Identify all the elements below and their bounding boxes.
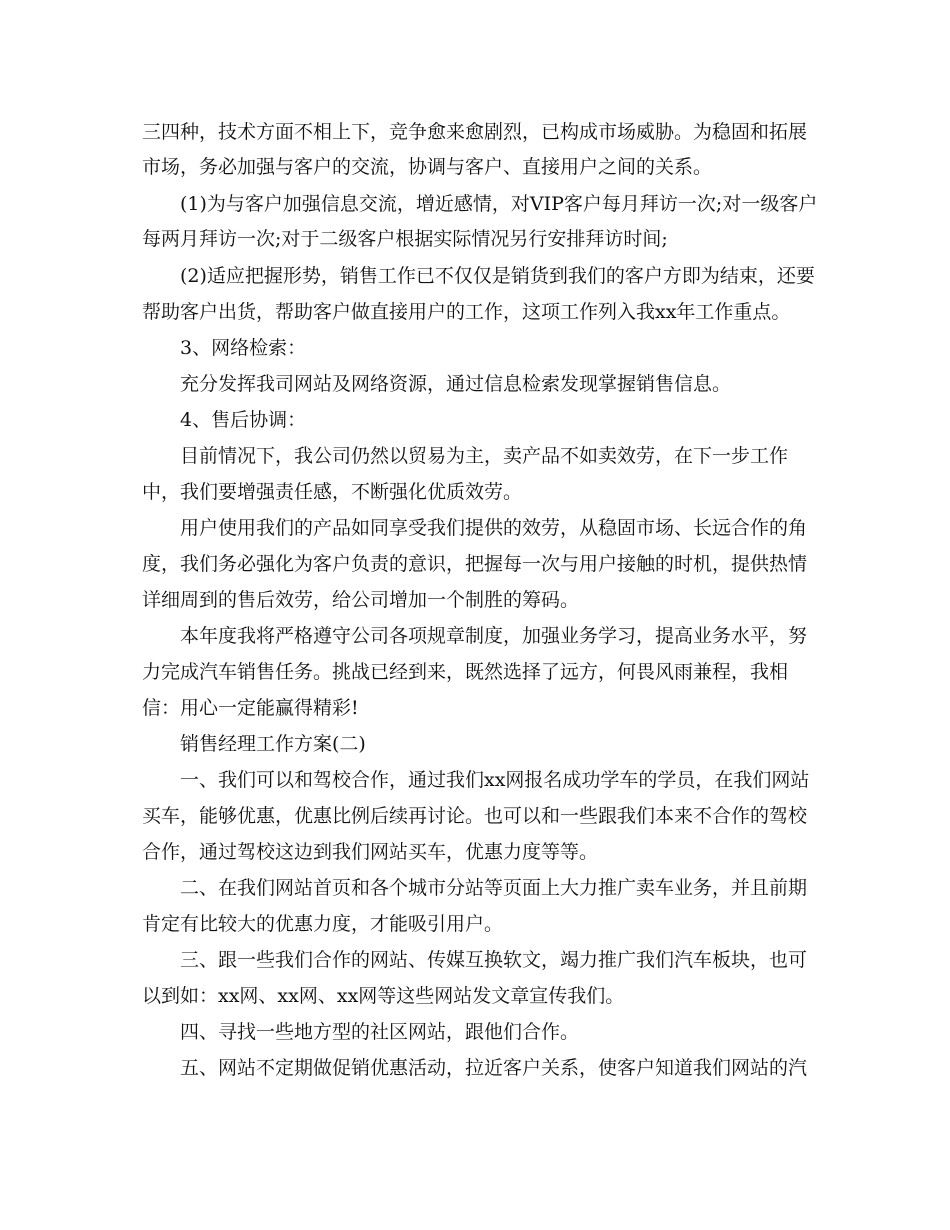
text-line: 合作，通过驾校这边到我们网站买车，优惠力度等等。 (142, 841, 599, 863)
text-line: 信：用心一定能赢得精彩! (142, 697, 359, 719)
text-line: 帮助客户出货，帮助客户做直接用户的工作，这项工作列入我xx年工作重点。 (142, 301, 791, 323)
text-line: 用户使用我们的产品如同享受我们提供的效劳，从稳固市场、长远合作的角 (180, 517, 808, 539)
text-line: 一、我们可以和驾校合作，通过我们xx网报名成功学车的学员，在我们网站 (180, 769, 810, 791)
text-line: 中，我们要增强责任感，不断强化优质效劳。 (142, 481, 523, 503)
text-line: 二、在我们网站首页和各个城市分站等页面上大力推广卖车业务，并且前期 (180, 877, 808, 899)
text-line: (2)适应把握形势，销售工作已不仅仅是销货到我们的客户方即为结束，还要 (180, 265, 815, 287)
text-line: 力完成汽车销售任务。挑战已经到来，既然选择了远方，何畏风雨兼程，我相 (142, 661, 789, 683)
text-line: 肯定有比较大的优惠力度，才能吸引用户。 (142, 913, 504, 935)
text-line: 四、寻找一些地方型的社区网站，跟他们合作。 (180, 1021, 580, 1043)
text-line: 三四种，技术方面不相上下，竞争愈来愈剧烈，已构成市场威胁。为稳固和拓展 (142, 121, 808, 143)
text-line: 充分发挥我司网站及网络资源，通过信息检索发现掌握销售信息。 (180, 373, 732, 395)
text-line: 市场，务必加强与客户的交流，协调与客户、直接用户之间的关系。 (142, 156, 713, 178)
text-line: 以到如：xx网、xx网、xx网等这些网站发文章宣传我们。 (142, 985, 625, 1007)
text-line: 详细周到的售后效劳，给公司增加一个制胜的筹码。 (142, 589, 580, 611)
text-line: 本年度我将严格遵守公司各项规章制度，加强业务学习，提高业务水平，努 (180, 625, 808, 647)
text-line: 五、网站不定期做促销优惠活动，拉近客户关系，使客户知道我们网站的汽 (180, 1057, 808, 1079)
text-line: 目前情况下，我公司仍然以贸易为主，卖产品不如卖效劳，在下一步工作 (180, 445, 789, 467)
text-line: 三、跟一些我们合作的网站、传媒互换软文，竭力推广我们汽车板块，也可 (180, 949, 808, 971)
text-line: 每两月拜访一次;对于二级客户根据实际情况另行安排拜访时间; (142, 228, 668, 250)
text-line: 3、网络检索： (180, 337, 307, 359)
text-line: (1)为与客户加强信息交流，增近感情，对VIP客户每月拜访一次;对一级客户 (180, 193, 818, 215)
text-line: 4、售后协调： (180, 409, 307, 431)
text-line: 度，我们务必强化为客户负责的意识，把握每一次与用户接触的时机，提供热情 (142, 553, 808, 575)
section-heading: 销售经理工作方案(二) (180, 733, 366, 755)
text-line: 买车，能够优惠，优惠比例后续再讨论。也可以和一些跟我们本来不合作的驾校 (142, 805, 808, 827)
